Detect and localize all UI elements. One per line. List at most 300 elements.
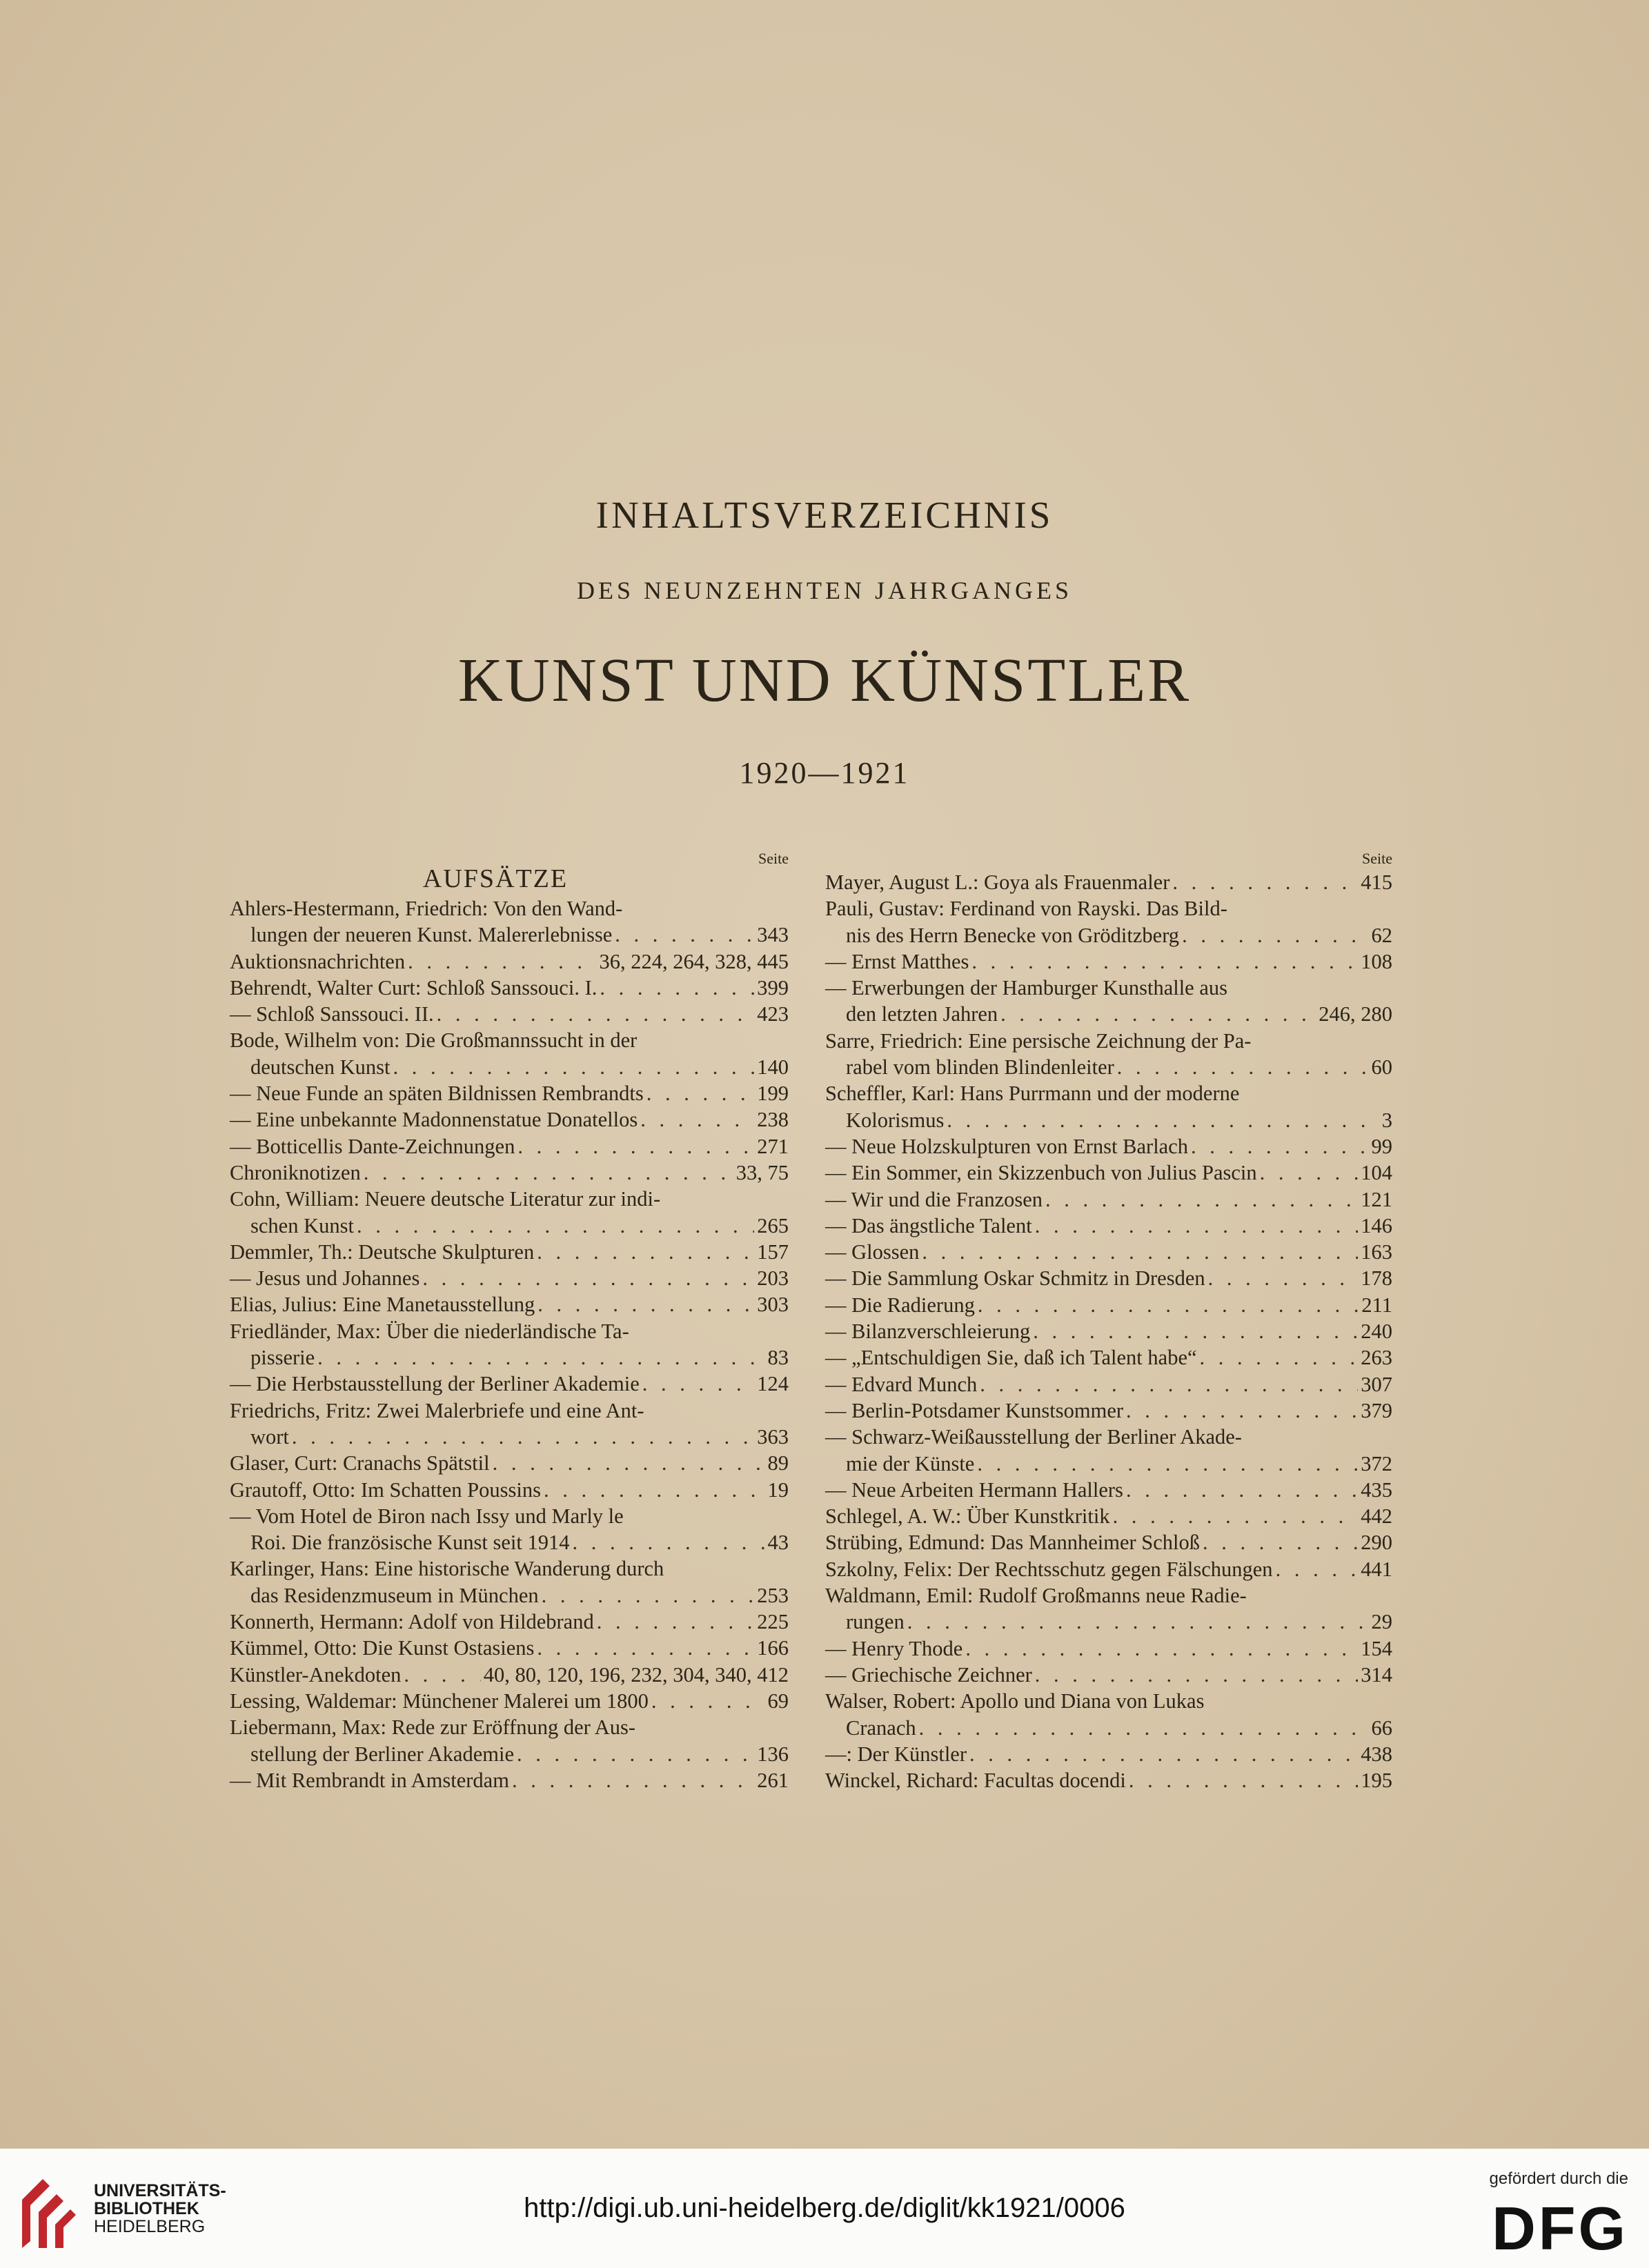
entry-text: — Griechische Zeichner	[825, 1662, 1032, 1687]
toc-entry-line	[825, 1160, 1392, 1186]
toc-entry	[230, 1371, 789, 1397]
leader-dots	[965, 1635, 1358, 1662]
toc-entry-line	[230, 1609, 789, 1635]
page-number: 240	[1361, 1320, 1392, 1344]
toc-entry-line	[230, 948, 789, 975]
page-number: 104	[1361, 1161, 1392, 1185]
leader-dots	[512, 1767, 754, 1793]
page-number: 36, 224, 264, 328, 445	[599, 949, 789, 973]
entry-text: — Neue Holzskulpturen von Ernst Barlach	[825, 1134, 1188, 1158]
entry-text: Kolorismus	[846, 1108, 945, 1132]
entry-text: — Botticellis Dante-Zeichnungen	[230, 1134, 515, 1158]
entry-text: Grautoff, Otto: Im Schatten Poussins	[230, 1478, 541, 1502]
entry-text: — Henry Thode	[825, 1636, 963, 1660]
toc-entry-line	[825, 975, 1392, 1001]
toc-entry-line	[230, 1106, 789, 1133]
toc-entry-line	[825, 1529, 1392, 1555]
toc-entry-line	[825, 1635, 1392, 1662]
toc-entry-line	[230, 1635, 789, 1661]
toc-entry	[825, 1028, 1392, 1081]
leader-dots	[615, 922, 754, 948]
entry-text: — Wir und die Franzosen	[825, 1187, 1043, 1211]
toc-entry-line	[230, 1344, 789, 1371]
leader-dots	[1200, 1344, 1359, 1371]
leader-dots	[1191, 1133, 1369, 1160]
entry-text: Liebermann, Max: Rede zur Eröffnung der Aus-	[230, 1715, 636, 1740]
toc-entry	[825, 1503, 1392, 1529]
toc-entry-line	[230, 922, 789, 948]
toc-entry-line	[825, 1080, 1392, 1106]
toc-entry-line	[230, 1027, 789, 1053]
toc-entry-line	[825, 1213, 1392, 1239]
entry-text: Friedrichs, Fritz: Zwei Malerbriefe und eine Ant-	[230, 1398, 644, 1422]
entry-text: den letzten Jahren	[846, 1002, 998, 1026]
toc-entry	[825, 1424, 1392, 1477]
leader-dots	[971, 948, 1358, 975]
page-number: 83	[767, 1346, 789, 1370]
page-number: 343	[757, 923, 789, 947]
toc-entry	[230, 1503, 789, 1556]
toc-entry	[825, 869, 1392, 895]
toc-entry	[230, 1555, 789, 1609]
page-number: 399	[757, 975, 789, 999]
page-number: 99	[1371, 1134, 1392, 1158]
toc-entry-line	[825, 1741, 1392, 1767]
toc-entry-line	[825, 1688, 1392, 1714]
entry-text: deutschen Kunst	[250, 1055, 391, 1079]
toc-entry	[825, 1160, 1392, 1186]
page-number: 261	[757, 1768, 789, 1792]
entry-text: nis des Herrn Benecke von Gröditzberg	[846, 923, 1180, 947]
toc-entry	[230, 895, 789, 948]
entry-text: — Ernst Matthes	[825, 949, 969, 973]
page-number: 121	[1361, 1187, 1392, 1211]
entry-text: Pauli, Gustav: Ferdinand von Rayski. Das Bild-	[825, 897, 1227, 921]
entry-text: —: Der Künstler	[825, 1742, 967, 1766]
leader-dots	[1208, 1265, 1359, 1291]
toc-entry	[230, 1160, 789, 1186]
leader-dots	[1203, 1529, 1358, 1555]
toc-entry	[230, 1318, 789, 1371]
toc-entry-line	[825, 1397, 1392, 1424]
entry-text: Friedländer, Max: Über die niederländische Ta-	[230, 1319, 629, 1343]
leader-dots	[422, 1265, 754, 1291]
page-number: 435	[1361, 1478, 1392, 1502]
entry-text: — Die Radierung	[825, 1293, 975, 1317]
page-number: 253	[757, 1583, 789, 1607]
page-number: 166	[757, 1636, 789, 1660]
leader-dots	[1182, 922, 1368, 948]
toc-left-column	[230, 848, 789, 1793]
leader-dots	[493, 1450, 765, 1476]
toc-entry	[825, 1133, 1392, 1160]
toc-entry-line	[230, 1450, 789, 1476]
leader-dots	[1033, 1318, 1358, 1344]
entry-text: rungen	[846, 1610, 905, 1634]
page-number: 19	[767, 1478, 789, 1502]
toc-right-column	[825, 848, 1392, 1793]
toc-entry-line	[230, 1318, 789, 1344]
page-number: 307	[1361, 1372, 1392, 1396]
entry-text: Szkolny, Felix: Der Rechtsschutz gegen Fälschungen	[825, 1557, 1273, 1581]
leader-dots	[317, 1344, 764, 1371]
volume-years: 1920—1921	[739, 756, 910, 790]
toc-entry-line	[825, 869, 1392, 895]
page-title: INHALTSVERZEICHNIS	[595, 494, 1054, 536]
toc-entry-line	[825, 1265, 1392, 1291]
toc-entry	[230, 1239, 789, 1265]
toc-entry-line	[230, 1186, 789, 1212]
entry-text: Lessing, Waldemar: Münchener Malerei um 1800	[230, 1689, 649, 1713]
leader-dots	[947, 1107, 1379, 1133]
entry-text: Mayer, August L.: Goya als Frauenmaler	[825, 871, 1170, 894]
entry-text: Glaser, Curt: Cranachs Spätstil	[230, 1451, 490, 1475]
page-number: 314	[1361, 1662, 1392, 1687]
page-number: 225	[757, 1610, 789, 1634]
toc-entry-line	[230, 1001, 789, 1027]
entry-text: Elias, Julius: Eine Manetausstellung	[230, 1293, 535, 1317]
page-number: 211	[1361, 1293, 1392, 1317]
toc-entry	[230, 1027, 789, 1080]
entry-text: — Glossen	[825, 1240, 920, 1264]
toc-entry	[825, 975, 1392, 1028]
page-number: 423	[757, 1002, 789, 1026]
entry-text: das Residenzmuseum in München	[250, 1583, 539, 1607]
toc-entry	[825, 1529, 1392, 1555]
entry-text: — Die Sammlung Oskar Schmitz in Dresden	[825, 1266, 1205, 1291]
leader-dots	[517, 1741, 754, 1767]
footer-bar	[0, 2149, 1649, 2268]
entry-text: Konnerth, Hermann: Adolf von Hildebrand	[230, 1610, 594, 1634]
page-number: 265	[757, 1213, 789, 1237]
toc-entry-line	[825, 1001, 1392, 1027]
entry-text: rabel vom blinden Blindenleiter	[846, 1055, 1114, 1080]
toc-entry-line	[230, 1741, 789, 1767]
toc-entry-line	[230, 1133, 789, 1160]
toc-entry-line	[825, 1239, 1392, 1265]
toc-entry	[230, 1106, 789, 1133]
toc-entry-line	[825, 1318, 1392, 1344]
leader-dots	[292, 1424, 754, 1450]
entry-text: — Neue Funde an späten Bildnissen Rembrandts	[230, 1082, 644, 1106]
entry-text: — Edvard Munch	[825, 1372, 978, 1396]
toc-entry	[230, 1186, 789, 1239]
page-number: 363	[757, 1424, 789, 1449]
entry-text: Cohn, William: Neuere deutsche Literatur zur indi-	[230, 1187, 661, 1211]
library-name-line: BIBLIOTHEK	[94, 2199, 199, 2218]
entry-text: stellung der Berliner Akademie	[250, 1742, 514, 1766]
toc-entry	[230, 1609, 789, 1635]
toc-entry-line	[230, 1503, 789, 1529]
toc-entries-left	[230, 895, 789, 1793]
toc-entry-line	[825, 1344, 1392, 1371]
page-number: 271	[757, 1134, 789, 1158]
page-number: 136	[757, 1742, 789, 1766]
page-number: 442	[1361, 1504, 1392, 1529]
toc-entry-line	[230, 1767, 789, 1793]
leader-dots	[1172, 869, 1358, 895]
funded-by-label: gefördert durch die	[1489, 2169, 1628, 2188]
page-number: 146	[1361, 1213, 1392, 1237]
entry-text: Roi. Die französische Kunst seit 1914	[250, 1531, 570, 1555]
leader-dots	[651, 1688, 765, 1714]
toc-entry	[230, 948, 789, 975]
entry-text: Chroniknotizen	[230, 1160, 361, 1184]
entry-text: schen Kunst	[250, 1213, 354, 1237]
entry-text: — Ein Sommer, ein Skizzenbuch von Julius Pascin	[825, 1161, 1257, 1185]
page-number: 140	[757, 1055, 789, 1079]
page-number: 157	[757, 1240, 789, 1264]
page-number: 66	[1371, 1715, 1392, 1740]
page-number: 62	[1371, 923, 1392, 947]
toc-entry-line	[825, 1424, 1392, 1450]
toc-entry-line	[825, 1715, 1392, 1741]
journal-title: KUNST UND KÜNSTLER	[457, 646, 1192, 715]
leader-dots	[969, 1741, 1358, 1767]
toc-entry	[825, 948, 1392, 975]
toc-entry	[230, 1714, 789, 1767]
leader-dots	[1129, 1767, 1358, 1793]
toc-entry-line	[230, 1714, 789, 1740]
page-subtitle: DES NEUNZEHNTEN JAHRGANGES	[577, 577, 1072, 604]
toc-entry-line	[230, 1555, 789, 1582]
toc-entry-line	[230, 1688, 789, 1714]
toc-entry	[230, 1080, 789, 1106]
toc-entry	[230, 975, 789, 1001]
entry-text: — Die Herbstausstellung der Berliner Akademie	[230, 1372, 640, 1396]
toc-entry	[230, 1397, 789, 1451]
toc-entry-line	[825, 1451, 1392, 1477]
entry-text: Auktionsnachrichten	[230, 949, 406, 973]
page-number: 379	[1361, 1398, 1392, 1422]
leader-dots	[1260, 1160, 1359, 1186]
toc-entry	[825, 1292, 1392, 1318]
toc-entry	[825, 1635, 1392, 1662]
leader-dots	[542, 1582, 755, 1609]
page-number: 43	[767, 1531, 789, 1555]
entry-text: — Bilanzverschleierung	[825, 1320, 1031, 1344]
entry-text: Sarre, Friedrich: Eine persische Zeichnung der Pa-	[825, 1028, 1252, 1053]
toc-entry	[825, 1688, 1392, 1741]
toc-entry	[825, 1186, 1392, 1213]
toc-entry	[825, 1741, 1392, 1767]
leader-dots	[537, 1635, 754, 1661]
entry-text: Demmler, Th.: Deutsche Skulpturen	[230, 1240, 535, 1264]
page-number: 163	[1361, 1240, 1392, 1264]
entry-text: — Schloß Sanssouci. II.	[230, 1002, 434, 1026]
toc-entry	[230, 1450, 789, 1476]
toc-entry	[230, 1688, 789, 1714]
page-number: 108	[1361, 949, 1392, 973]
toc-entry-line	[230, 1080, 789, 1106]
toc-entry	[230, 1662, 789, 1688]
page-number: 199	[757, 1082, 789, 1106]
leader-dots	[537, 1291, 754, 1317]
entry-text: — Das ängstliche Talent	[825, 1213, 1032, 1237]
toc-entry-line	[230, 895, 789, 922]
toc-entry-line	[825, 1133, 1392, 1160]
leader-dots	[573, 1529, 765, 1555]
toc-entry	[825, 1318, 1392, 1344]
page-number: 40, 80, 120, 196, 232, 304, 340, 412	[483, 1662, 789, 1687]
entry-text: pisserie	[250, 1346, 315, 1370]
leader-dots	[537, 1239, 754, 1265]
page-number: 238	[757, 1108, 789, 1132]
page-number: 195	[1361, 1769, 1392, 1793]
library-name-line: UNIVERSITÄTS-	[94, 2181, 226, 2200]
entry-text: Bode, Wilhelm von: Die Großmannssucht in der	[230, 1028, 638, 1053]
permalink-url[interactable]: http://digi.ub.uni-heidelberg.de/diglit/kk1921/0006	[524, 2193, 1125, 2223]
leader-dots	[1045, 1186, 1358, 1213]
toc-entry-line	[825, 922, 1392, 948]
toc-entry-line	[825, 1371, 1392, 1397]
toc-entry	[825, 895, 1392, 948]
entry-text: Schlegel, A. W.: Über Kunstkritik	[825, 1504, 1110, 1529]
page-number: 372	[1361, 1451, 1392, 1475]
toc-entry-line	[825, 895, 1392, 922]
leader-dots	[1000, 1001, 1316, 1027]
leader-dots	[437, 1001, 755, 1027]
page-number: 178	[1361, 1266, 1392, 1291]
toc-entry-line	[825, 1582, 1392, 1609]
toc-entry	[825, 1477, 1392, 1503]
page-number: 263	[1361, 1346, 1392, 1370]
toc-entry-line	[230, 1054, 789, 1080]
entry-text: Kümmel, Otto: Die Kunst Ostasiens	[230, 1636, 535, 1660]
leader-dots	[980, 1371, 1358, 1397]
leader-dots	[364, 1160, 733, 1186]
toc-entry	[825, 1371, 1392, 1397]
leader-dots	[978, 1292, 1359, 1318]
entry-text: Strübing, Edmund: Das Mannheimer Schloß	[825, 1531, 1201, 1555]
entry-text: — Vom Hotel de Biron nach Issy und Marly le	[230, 1504, 624, 1528]
entry-text: wort	[250, 1424, 289, 1449]
leader-dots	[922, 1239, 1358, 1265]
page-number: 415	[1361, 871, 1392, 894]
toc-entry-line	[825, 1662, 1392, 1688]
leader-dots	[977, 1451, 1358, 1477]
toc-entry-line	[825, 1767, 1392, 1793]
toc-entry	[825, 1213, 1392, 1239]
toc-entries-right	[825, 869, 1392, 1793]
leader-dots	[357, 1213, 754, 1239]
page-number: 124	[757, 1372, 789, 1396]
entry-text: — Eine unbekannte Madonnenstatue Donatellos	[230, 1108, 638, 1132]
entry-text: — Mit Rembrandt in Amsterdam	[230, 1768, 509, 1792]
entry-text: — Schwarz-Weißausstellung der Berliner Akade-	[825, 1425, 1242, 1449]
entry-text: Walser, Robert: Apollo und Diana von Lukas	[825, 1689, 1205, 1713]
entry-text: Cranach	[846, 1715, 916, 1740]
leader-dots	[1126, 1477, 1358, 1503]
toc-entry-line	[825, 948, 1392, 975]
toc-entry	[825, 1080, 1392, 1133]
leader-dots	[640, 1106, 754, 1133]
leader-dots	[597, 1609, 755, 1635]
seite-label: Seite	[1362, 850, 1392, 867]
toc-entry	[825, 1344, 1392, 1371]
toc-entry-line	[825, 1477, 1392, 1503]
entry-text: — Jesus und Johannes	[230, 1266, 420, 1291]
leader-dots	[907, 1609, 1369, 1635]
toc-entry-line	[230, 1477, 789, 1503]
page-number: 29	[1371, 1610, 1392, 1634]
leader-dots	[1035, 1662, 1358, 1688]
page-number: 203	[757, 1266, 789, 1291]
toc-entry	[825, 1556, 1392, 1582]
dfg-logo-icon: DFG	[1492, 2194, 1628, 2262]
page-number: 303	[757, 1293, 789, 1317]
toc-entry-line	[825, 1107, 1392, 1133]
toc-entry-line	[825, 1054, 1392, 1080]
toc-entry-line	[230, 1239, 789, 1265]
toc-entry	[230, 1133, 789, 1160]
leader-dots	[517, 1133, 754, 1160]
page-number: 438	[1361, 1742, 1392, 1766]
section-title: AUFSÄTZE	[422, 864, 569, 893]
entry-text: Winckel, Richard: Facultas docendi	[825, 1769, 1126, 1793]
entry-text: — Neue Arbeiten Hermann Hallers	[825, 1478, 1123, 1502]
entry-text: — Berlin-Potsdamer Kunstsommer	[825, 1398, 1124, 1422]
toc-entry-line	[825, 1609, 1392, 1635]
toc-entry	[825, 1397, 1392, 1424]
toc-entry-line	[825, 1028, 1392, 1054]
leader-dots	[1035, 1213, 1359, 1239]
toc-entry-line	[230, 1662, 789, 1688]
entry-text: Behrendt, Walter Curt: Schloß Sanssouci. I.	[230, 975, 598, 999]
toc-entry-line	[230, 1424, 789, 1450]
page-number: 60	[1371, 1055, 1392, 1080]
leader-dots	[408, 948, 596, 975]
entry-text: Scheffler, Karl: Hans Purrmann und der moderne	[825, 1082, 1240, 1106]
leader-dots	[919, 1715, 1369, 1741]
page-number: 33, 75	[735, 1160, 789, 1184]
page-number: 441	[1361, 1557, 1392, 1581]
toc-entry	[230, 1767, 789, 1793]
toc-entry	[230, 1635, 789, 1661]
leader-dots	[404, 1662, 480, 1688]
entry-text: Ahlers-Hestermann, Friedrich: Von den Wand-	[230, 897, 623, 920]
toc-entry-line	[825, 1186, 1392, 1213]
toc-entry-line	[230, 1582, 789, 1609]
entry-text: — „Entschuldigen Sie, daß ich Talent habe“	[825, 1346, 1197, 1370]
leader-dots	[1276, 1556, 1359, 1582]
toc-entry-line	[825, 1556, 1392, 1582]
entry-text: — Erwerbungen der Hamburger Kunsthalle aus	[825, 976, 1227, 1000]
seite-label: Seite	[758, 850, 789, 867]
leader-dots	[1126, 1397, 1358, 1424]
entry-text: Waldmann, Emil: Rudolf Großmanns neue Radie-	[825, 1584, 1247, 1608]
toc-entry-line	[230, 975, 789, 1001]
toc-entry-line	[230, 1529, 789, 1555]
leader-dots	[1117, 1054, 1369, 1080]
toc-entry	[230, 1001, 789, 1027]
page-number: 290	[1361, 1531, 1392, 1555]
toc-entry-line	[230, 1265, 789, 1291]
leader-dots	[646, 1080, 755, 1106]
page-number: 89	[767, 1451, 789, 1475]
toc-entry	[825, 1767, 1392, 1793]
entry-text: Künstler-Anekdoten	[230, 1662, 402, 1687]
leader-dots	[393, 1054, 754, 1080]
toc-entry-line	[230, 1213, 789, 1239]
toc-entry	[230, 1291, 789, 1317]
leader-dots	[1113, 1503, 1359, 1529]
leader-dots	[642, 1371, 755, 1397]
toc-entry	[230, 1477, 789, 1503]
page-number: 154	[1361, 1636, 1392, 1660]
toc-entry	[825, 1239, 1392, 1265]
toc-entry-line	[825, 1503, 1392, 1529]
